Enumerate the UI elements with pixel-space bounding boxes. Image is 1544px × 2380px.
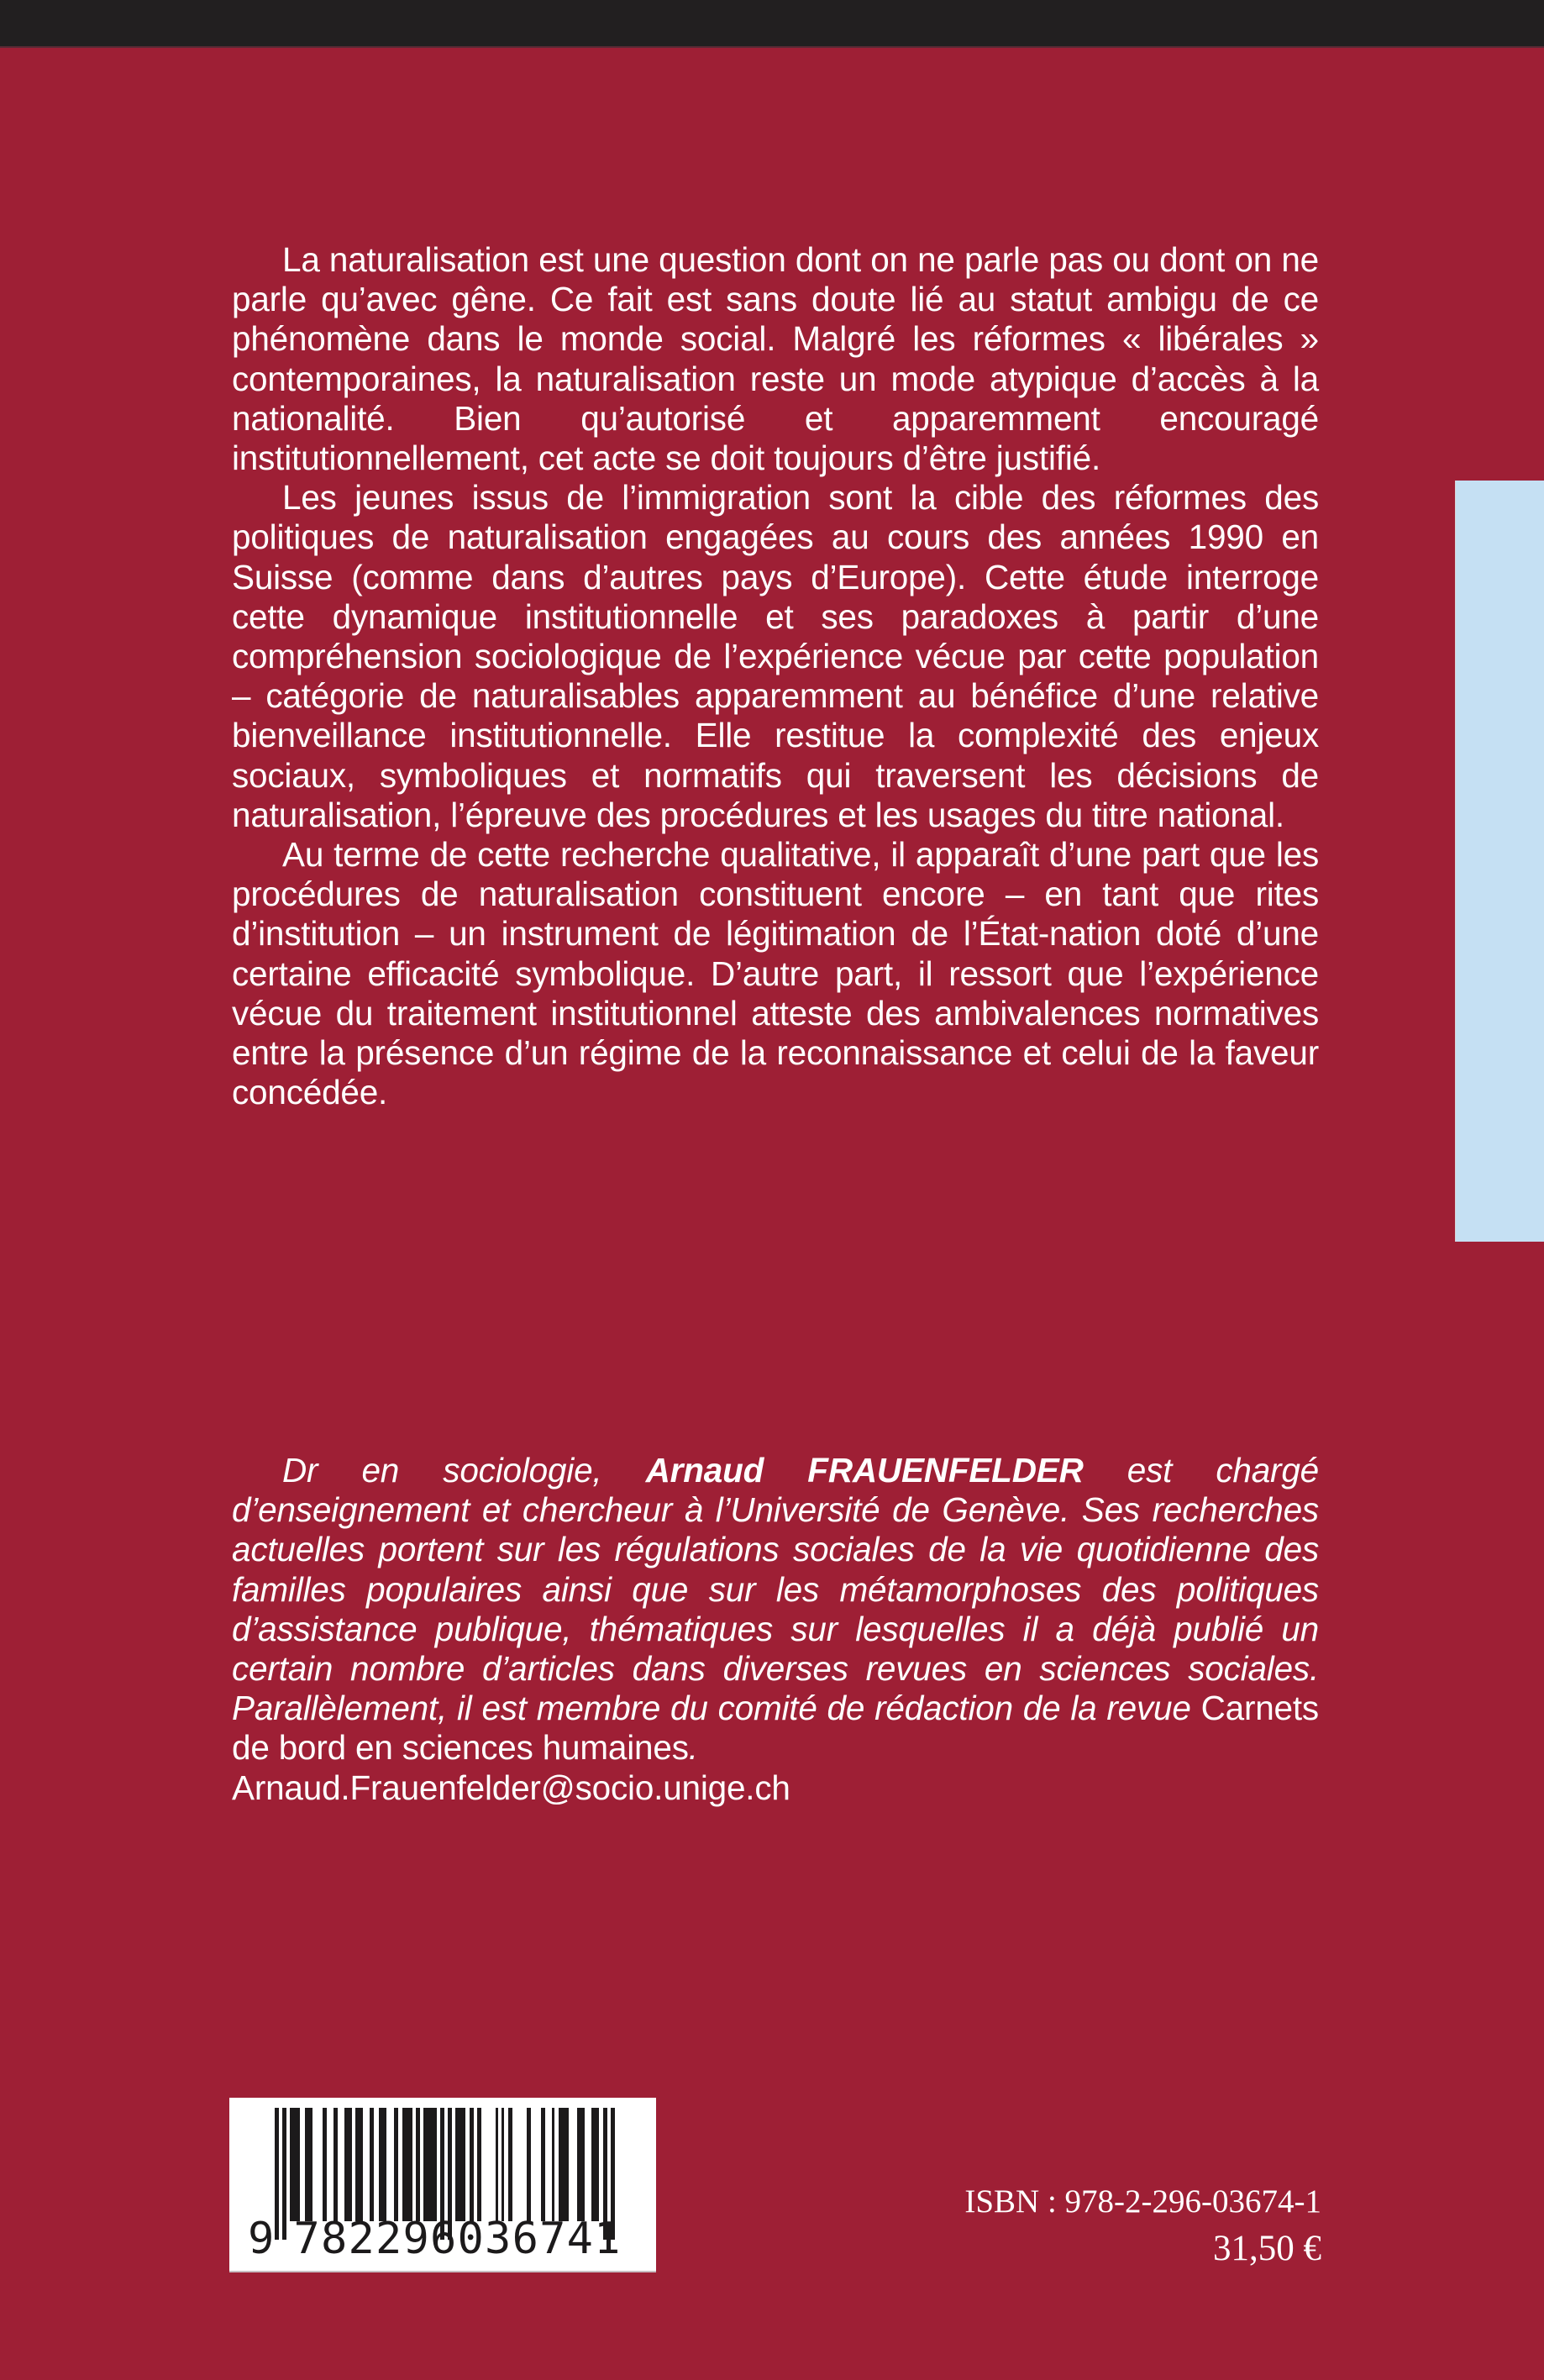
author-bio-paragraph [232, 1451, 1319, 1768]
barcode-digits: 782296036741 [293, 2214, 622, 2264]
bio-end: . [688, 1728, 698, 1768]
journal-title: Carnets de bord en sciences humaines [232, 1689, 1319, 1768]
top-dark-band [0, 0, 1544, 48]
barcode-number [248, 2215, 634, 2262]
back-cover-blurb [232, 240, 1319, 1112]
barcode-first-digit: 9 [248, 2214, 276, 2264]
blurb-paragraph-1: La naturalisation est une question dont on ne parle pas ou dont on ne parle qu’avec gêne. Ce fait est sans doute lié au statut ambigu de ce phénomène dans le monde social. Malgré les réformes « libérales » contemporaines, la naturalisation reste un mode atypique d’accès à la nationalité. Bien qu’autorisé et apparemment encouragé institutionnellement, cet acte se doit toujours d’être justifié. [232, 240, 1319, 478]
isbn-label: ISBN : 978-2-296-03674-1 [964, 2183, 1321, 2220]
author-email[interactable]: Arnaud.Frauenfelder@socio.unige.ch [232, 1768, 790, 1807]
light-blue-spine-tab [1456, 481, 1544, 1242]
author-bio [232, 1451, 1319, 1808]
bio-body: est chargé d’enseignement et chercheur à l’Université de Genève. Ses recherches actuelles portent sur les régulations sociales de la vie quotidienne des familles populaires ainsi que sur les métamorphoses des politiques d’assistance publique, thématiques sur lesquelles il a déjà publié un certain nombre d’articles dans diverses revues en sciences sociales. Parallèlement, il est membre du comité de rédaction de la revue [232, 1451, 1319, 1728]
bio-lead: Dr en sociologie, [282, 1451, 646, 1489]
blurb-paragraph-3: Au terme de cette recherche qualitative, il apparaît d’une part que les procédures de naturalisation constituent encore – en tant que rites d’institution – un instrument de légitimation de l’État-nation doté d’une certaine efficacité symbolique. D’autre part, il ressort que l’expérience vécue du traitement institutionnel atteste des ambivalences normatives entre la présence d’un régime de la reconnaissance et celui de la faveur concédée. [232, 835, 1319, 1112]
barcode-label [229, 2098, 656, 2271]
author-name: Arnaud FRAUENFELDER [645, 1451, 1084, 1489]
price-label: 31,50 € [1213, 2229, 1321, 2268]
blurb-paragraph-2: Les jeunes issus de l’immigration sont la cible des réformes des politiques de naturalisation engagées au cours des années 1990 en Suisse (comme dans d’autres pays d’Europe). Cette étude interroge cette dynamique institutionnelle et ses paradoxes à partir d’une compréhension sociologique de l’expérience vécue par cette population – catégorie de naturalisables apparemment au bénéfice d’une relative bienveillance institutionnelle. Elle restitue la complexité des enjeux sociaux, symboliques et normatifs qui traversent les décisions de naturalisation, l’épreuve des procédures et les usages du titre national. [232, 478, 1319, 834]
